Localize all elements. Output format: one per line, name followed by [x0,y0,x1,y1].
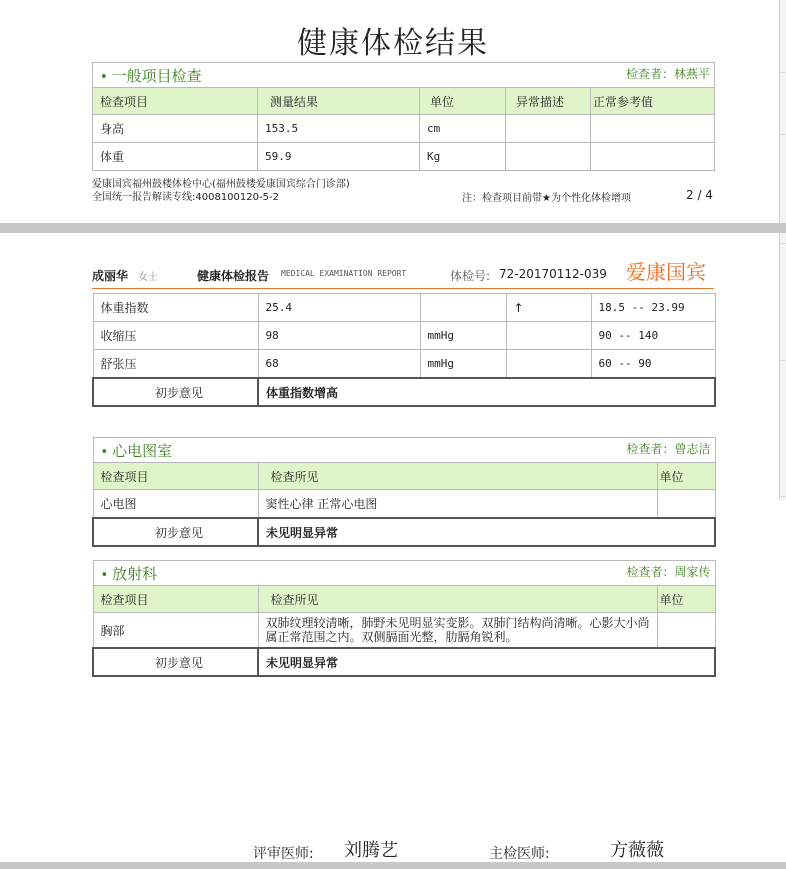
chief-signature: 方薇薇 [610,840,664,861]
patient-name: 成丽华 [92,269,129,283]
radiology-section-title: • 放射科 [100,564,158,583]
brand-logo: 爱康国宾 [626,260,706,284]
col-reference: 正常参考值 [591,88,715,115]
col-result: 测量结果 [258,88,420,115]
radiology-conclusion: 未见明显异常 [258,648,715,676]
col-abnormal: 异常描述 [506,88,591,115]
exam-number: 72-20170112-039 [499,267,607,281]
ecg-conclusion: 未见明显异常 [258,518,715,546]
ecg-conclusion-row: 初步意见 未见明显异常 [93,518,715,546]
report-title-en: MEDICAL EXAMINATION REPORT [281,269,407,278]
ecg-column-header: 检查项目 检查所见 单位 [93,463,715,490]
col-item: 检查项目 [93,88,258,115]
patient-gender: 女士 [138,272,158,283]
ecg-examiner: 检查者：曾志洁 [626,441,711,456]
col-unit: 单位 [420,88,506,115]
exam-number-label: 体检号: [450,269,491,283]
table-row: 胸部 双肺纹理较清晰，肺野未见明显实变影。双肺门结构尚清晰。心影大小尚属正常范围之内。双侧膈面光整，肋膈角锐利。 [93,613,715,649]
abnormal-flag: ↑ [506,294,591,322]
page-separator-bottom [0,862,786,869]
chief-label: 主检医师: [489,846,550,862]
general-table-p2 [92,293,716,407]
conclusion-label: 初步意见 [93,378,258,406]
radiology-conclusion-row: 初步意见 未见明显异常 [93,648,715,676]
radiology-column-header: 检查项目 检查所见 单位 [93,586,715,613]
general-section-title: • 一般项目检查 [100,66,202,85]
ecg-table [92,437,716,547]
footer-center-name: 爱康国宾福州鼓楼体检中心(福州鼓楼爱康国宾综合门诊部) [92,179,350,190]
general-table-p1 [92,62,715,171]
general-examiner: 检查者：林燕平 [626,66,711,81]
report-header [92,262,714,289]
table-row: 体重 59.9 Kg [93,143,715,171]
table-row: 心电图 窦性心律 正常心电图 [93,490,715,519]
report-title-cn: 健康体检报告 [197,269,270,283]
page-number: 2 / 4 [686,188,713,202]
page-separator [0,223,786,233]
footer-hotline: 全国统一报告解读专线:4008100120-5-2 [92,192,279,203]
table-row: 收缩压 98 mmHg 90 -- 140 [93,322,715,350]
radiology-table [92,560,716,677]
radiology-section-header [93,561,715,586]
footer-note: 注：检查项目前带★为个性化体检增项 [462,193,631,204]
reviewer-signature: 刘腾艺 [344,840,398,861]
radiology-examiner: 检查者：周家传 [626,564,711,579]
radiology-finding: 双肺纹理较清晰，肺野未见明显实变影。双肺门结构尚清晰。心影大小尚属正常范围之内。双侧膈面光整，肋膈角锐利。 [258,613,657,649]
table-row: 体重指数 25.4 ↑ 18.5 -- 23.99 [93,294,715,322]
reviewer-label: 评审医师: [253,846,314,862]
general-conclusion: 体重指数增高 [258,378,715,406]
general-column-header [93,88,715,115]
table-row: 舒张压 68 mmHg 60 -- 90 [93,350,715,379]
page-title: 健康体检结果 [297,26,489,61]
general-section-header [93,63,715,88]
table-row: 身高 153.5 cm [93,115,715,143]
general-conclusion-row [93,378,715,406]
ecg-section-title: • 心电图室 [100,441,173,460]
ecg-section-header [93,438,715,463]
page-side-rail [779,0,786,500]
